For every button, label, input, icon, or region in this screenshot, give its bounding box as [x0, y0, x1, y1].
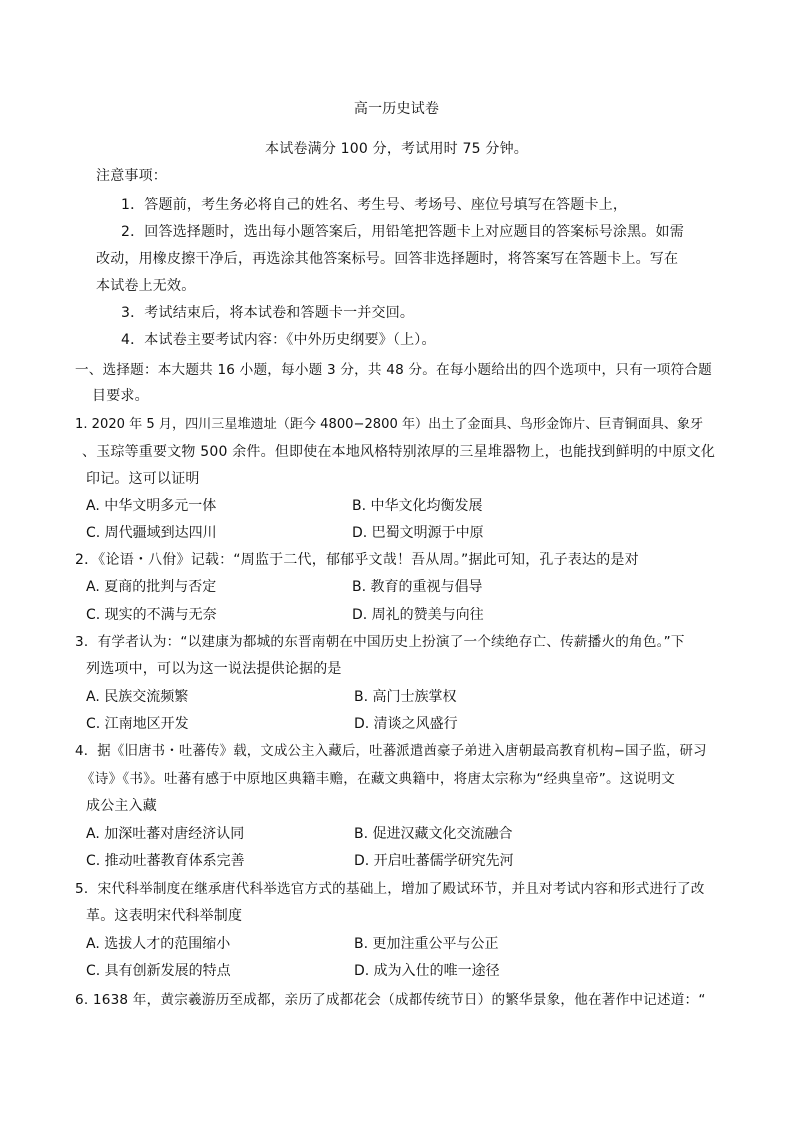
- option-d[interactable]: D. 开启吐蕃儒学研究先河: [354, 853, 514, 869]
- question-stem: 1. 2020 年 5 月，四川三星堆遗址（距今 4800−2800 年）出土了金面具、鸟形金饰片、巨青铜面具、象牙: [75, 417, 704, 432]
- option-c[interactable]: C. 推动吐蕃教育体系完善: [86, 853, 245, 869]
- option-c[interactable]: C. 现实的不满与无奈: [86, 607, 217, 623]
- option-b[interactable]: B. 教育的重视与倡导: [352, 579, 483, 595]
- notice-line: 本试卷上无效。: [96, 278, 196, 294]
- question-stem: 4．据《旧唐书・吐蕃传》载，文成公主入藏后，吐蕃派遣酋豪子弟进入唐朝最高教育机构−国子监，研习: [75, 744, 707, 759]
- option-b[interactable]: B. 高门士族掌权: [354, 689, 457, 705]
- question-stem: 成公主入藏: [86, 798, 157, 814]
- question-stem: 5．宋代科举制度在继承唐代科举选官方式的基础上，增加了殿试环节，并且对考试内容和形式进行了改: [75, 881, 705, 897]
- option-d[interactable]: D. 成为入仕的唯一途径: [354, 963, 500, 979]
- option-a[interactable]: A. 民族交流频繁: [86, 689, 189, 705]
- page-title: 高一历史试卷: [353, 101, 440, 117]
- option-a[interactable]: A. 夏商的批判与否定: [86, 579, 217, 595]
- question-stem: 、玉琮等重要文物 500 余件。但即使在本地风格特别浓厚的三星堆器物上，也能找到鲜明的中原文化: [82, 444, 716, 460]
- notice-line: 改动，用橡皮擦干净后，再选涂其他答案标号。回答非选择题时，将答案写在答题卡上。写在: [96, 251, 679, 267]
- section-heading: 目要求。: [92, 388, 149, 404]
- question-stem: 6. 1638 年，黄宗羲游历至成都，亲历了成都花会（成都传统节日）的繁华景象，他在著作中记述道：“: [75, 992, 706, 1008]
- exam-info: 本试卷满分 100 分，考试用时 75 分钟。: [265, 141, 528, 157]
- question-stem: 印记。这可以证明: [86, 471, 200, 487]
- option-d[interactable]: D. 清谈之风盛行: [354, 716, 458, 732]
- notice-line: 4．本试卷主要考试内容：《中外历史纲要》（上）。: [121, 332, 436, 348]
- question-stem: 2．《论语・八佾》记载：“周监于二代，郁郁乎文哉！吾从周。”据此可知，孔子表达的是对: [75, 552, 639, 568]
- question-stem: 3．有学者认为：“以建康为都城的东晋南朝在中国历史上扮演了一个续绝存亡、传薪播火的角色。”下: [75, 634, 685, 650]
- question-stem: 革。这表明宋代科举制度: [86, 908, 243, 924]
- notice-line: 2．回答选择题时，选出每小题答案后，用铅笔把答题卡上对应题目的答案标号涂黑。如需: [121, 224, 684, 240]
- question-stem: 《诗》《书》。吐蕃有感于中原地区典籍丰赡，在藏文典籍中，将唐太宗称为“经典皇帝”。这说明文: [81, 771, 676, 787]
- option-a[interactable]: A. 中华文明多元一体: [86, 498, 217, 514]
- option-b[interactable]: B. 促进汉藏文化交流融合: [354, 826, 513, 842]
- option-c[interactable]: C. 周代疆域到达四川: [86, 525, 217, 541]
- option-d[interactable]: D. 巴蜀文明源于中原: [352, 525, 484, 541]
- option-a[interactable]: A. 加深吐蕃对唐经济认同: [86, 826, 245, 842]
- section-heading: 一、选择题：本大题共 16 小题，每小题 3 分，共 48 分。在每小题给出的四个选项中，只有一项符合题: [75, 362, 712, 378]
- option-b[interactable]: B. 中华文化均衡发展: [352, 498, 483, 514]
- option-c[interactable]: C. 具有创新发展的特点: [86, 963, 231, 979]
- notice-line: 3．考试结束后，将本试卷和答题卡一并交回。: [121, 305, 415, 321]
- option-b[interactable]: B. 更加注重公平与公正: [354, 936, 499, 952]
- option-d[interactable]: D. 周礼的赞美与向往: [352, 607, 484, 623]
- question-stem: 列选项中，可以为这一说法提供论据的是: [86, 661, 342, 677]
- option-c[interactable]: C. 江南地区开发: [86, 716, 189, 732]
- notice-heading: 注意事项：: [96, 168, 167, 184]
- option-a[interactable]: A. 选拔人才的范围缩小: [86, 936, 231, 952]
- notice-line: 1．答题前，考生务必将自己的姓名、考生号、考场号、座位号填写在答题卡上，: [121, 197, 628, 213]
